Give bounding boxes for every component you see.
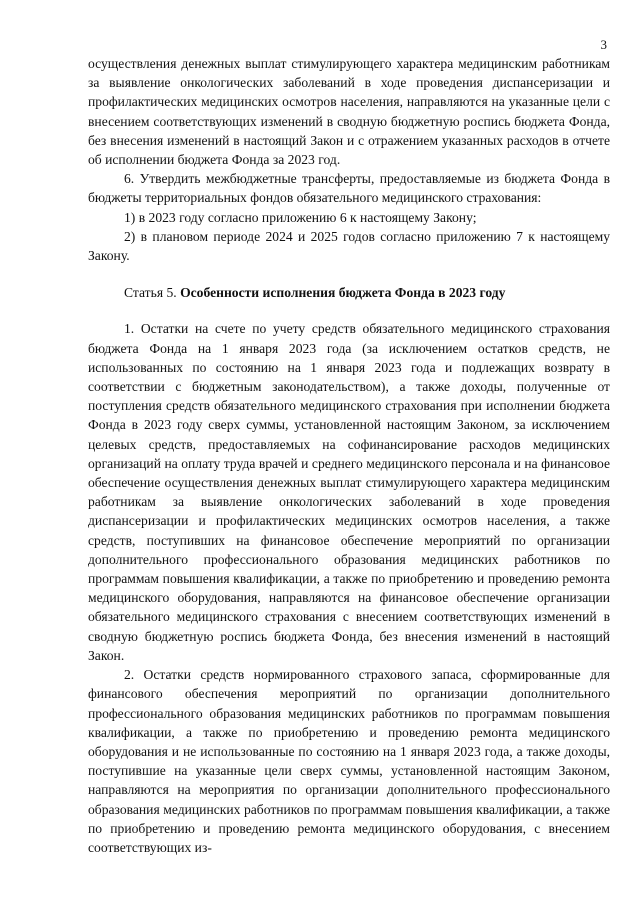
article-title: Особенности исполнения бюджета Фонда в 2023 году xyxy=(180,285,506,301)
article-heading xyxy=(88,283,610,302)
subitem-1: 1) в 2023 году согласно приложению 6 к настоящему Закону; xyxy=(124,209,477,225)
document-body xyxy=(88,54,610,857)
article-paragraph-2: 2. Остатки средств нормированного страхового запаса, сформированные для финансового обеспечения мероприятий по организации дополнительного профессионального образования медицинских работников по программам повышения квалификации, а также по приобретению и проведению ремонта медицинского оборудования и не использованные по состоянию на 1 января 2023 года, а также доходы, поступившие на указанные цели сверх суммы, установленной настоящим Законом, направляются на мероприятия по организации дополнительного профессионального образования медицинских работников по программам повышения квалификации, а также по приобретению и проведению ремонта медицинского оборудования, с внесением соответствующих из- xyxy=(88,667,610,855)
article-paragraph-1: 1. Остатки на счете по учету средств обязательного медицинского страхования бюджета Фонда на 1 января 2023 года (за исключением остатков средств, не использованных по состоянию на 1 января 2023 года и подлежащих возврату в соответствии с бюджетным законодательством), а также доходы, полученные от поступления средств обязательного медицинского страхования при исполнении бюджета Фонда в 2023 году сверх суммы, установленной настоящим Законом, за исключением целевых средств, предоставляемых на софинансирование расходов медицинских организаций на оплату труда врачей и среднего медицинского персонала и на финансовое обеспечение осуществления денежных выплат стимулирующего характера медицинским работникам за выявление онкологических заболеваний в ходе проведения диспансеризации и профилактических медицинских осмотров населения, а также средств, поступивших на финансовое обеспечение мероприятий по организации дополнительного профессионального образования медицинских работников по программам повышения квалификации, а также по приобретению и проведению ремонта медицинского оборудования, направляются на финансовое обеспечение организации обязательного медицинского страхования с внесением соответствующих изменений в сводную бюджетную роспись бюджета Фонда, без внесения изменений в настоящий Закон. xyxy=(88,321,610,663)
page-number: 3 xyxy=(600,37,607,52)
subitem-2: 2) в плановом периоде 2024 и 2025 годов согласно приложению 7 к настоящему Закону. xyxy=(88,228,610,264)
paragraph-continuation: осуществления денежных выплат стимулирующего характера медицинским работникам за выявление онкологических заболеваний в ходе проведения диспансеризации и профилактических медицинских осмотров населения, направляются на указанные цели с внесением соответствующих изменений в сводную бюджетную роспись бюджета Фонда, без внесения изменений в настоящий Закон и с отражением указанных расходов в отчете об исполнении бюджета Фонда за 2023 год. xyxy=(88,56,610,168)
article-prefix: Статья 5. xyxy=(124,285,177,301)
paragraph-item-6: 6. Утвердить межбюджетные трансферты, предоставляемые из бюджета Фонда в бюджеты территориальных фондов обязательного медицинского страхования: xyxy=(88,171,610,206)
